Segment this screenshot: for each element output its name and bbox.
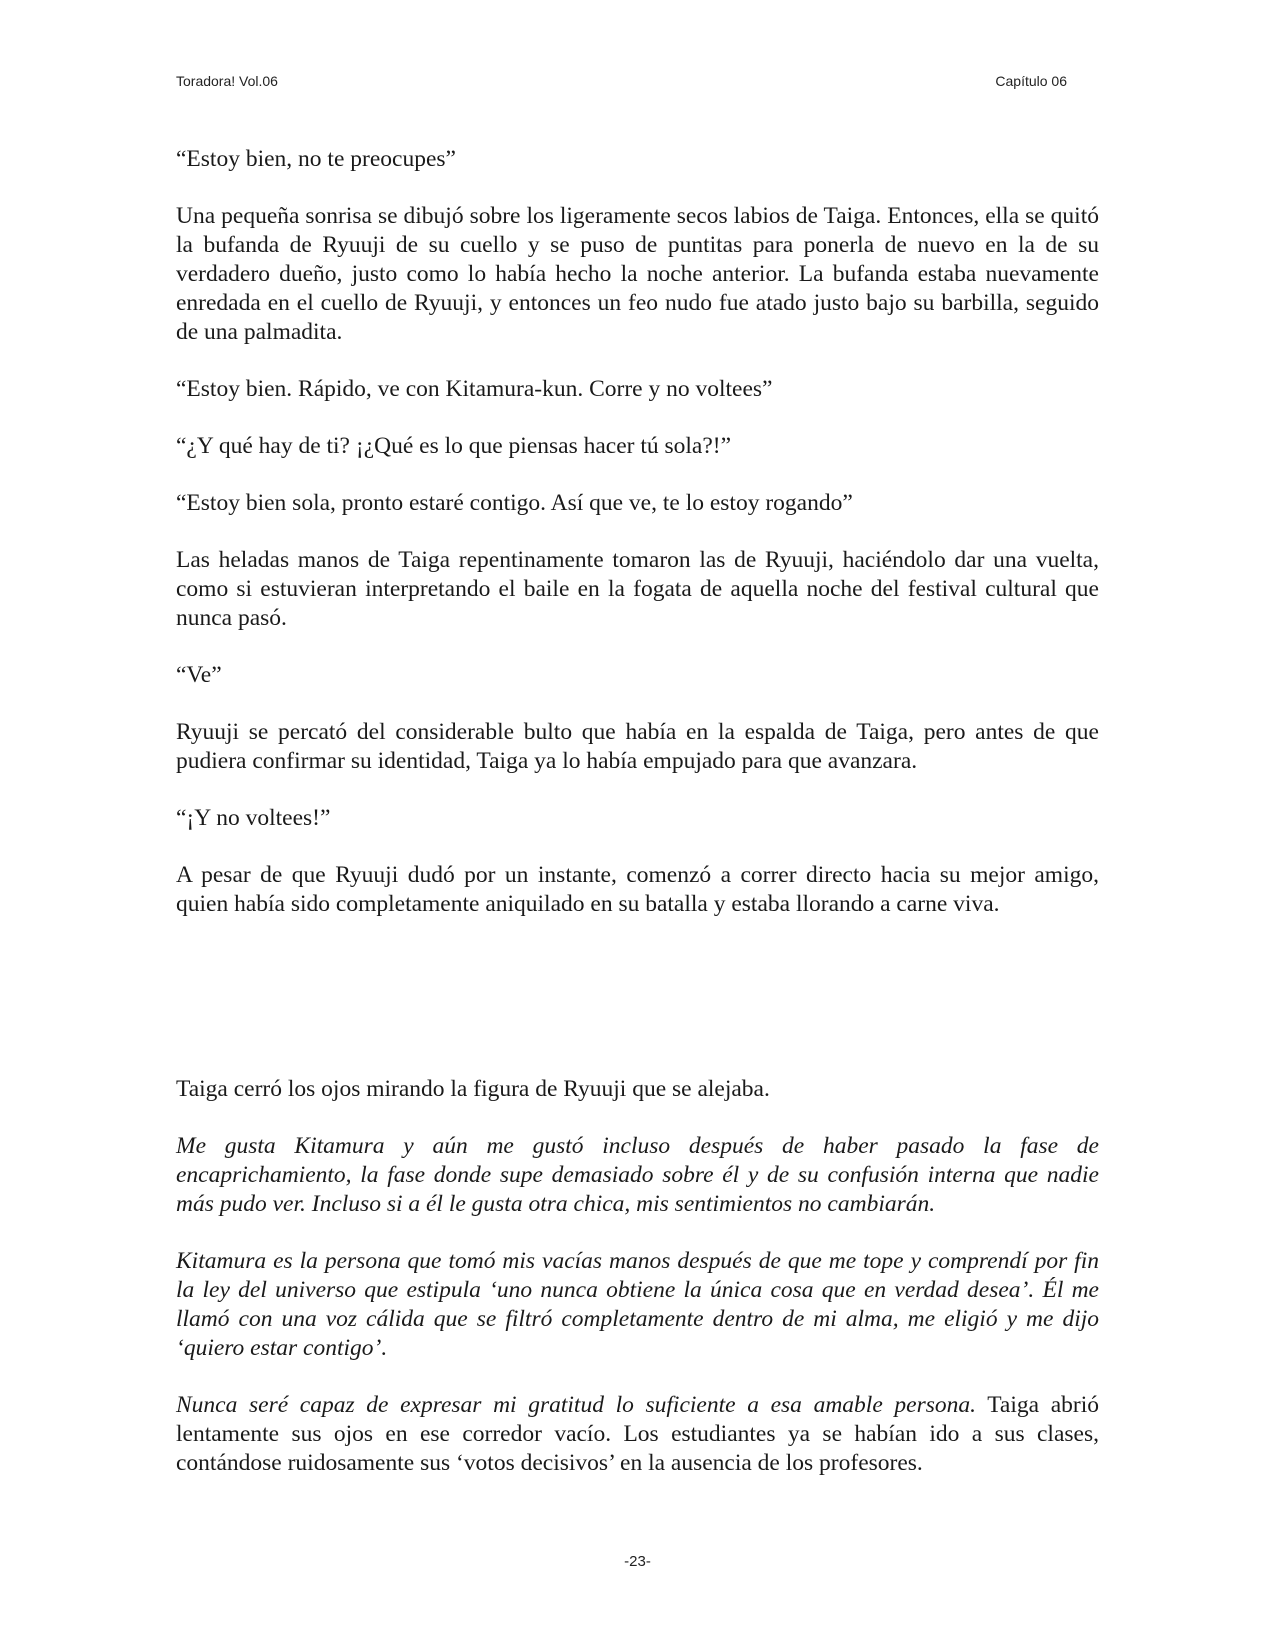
paragraph-2: Una pequeña sonrisa se dibujó sobre los ligeramente secos labios de Taiga. Entonces, ella se quitó la bufanda de Ryuuji de su cuello y se puso de puntitas para ponerla de nuevo en la de su verdadero dueño, justo como lo había hecho la noche anterior. La bufanda estaba nuevamente enredada en el cuello de Ryuuji, y entonces un feo nudo fue atado justo bajo su barbilla, seguido de una palmadita. <box>176 203 1099 345</box>
paragraph-3: “Estoy bien. Rápido, ve con Kitamura-kun. Corre y no voltees” <box>176 376 773 402</box>
scene-break <box>176 947 1099 1075</box>
paragraph-4: “¿Y qué hay de ti? ¡¿Qué es lo que piensas hacer tú sola?!” <box>176 433 732 459</box>
page-header <box>176 73 1067 95</box>
paragraph-12: Me gusta Kitamura y aún me gustó incluso después de haber pasado la fase de encaprichamiento, la fase donde supe demasiado sobre él y de su confusión interna que nadie más pudo ver. Incluso si a él le gusta otra chica, mis sentimientos no cambiarán. <box>176 1133 1099 1217</box>
paragraph-8: Ryuuji se percató del considerable bulto que había en la espalda de Taiga, pero antes de que pudiera confirmar su identidad, Taiga ya lo había empujado para que avanzara. <box>176 719 1099 774</box>
page-number: -23- <box>624 1553 651 1570</box>
paragraph-9: “¡Y no voltees!” <box>176 805 331 831</box>
paragraph-5: “Estoy bien sola, pronto estaré contigo. Así que ve, te lo estoy rogando” <box>176 490 853 516</box>
paragraph-1: “Estoy bien, no te preocupes” <box>176 146 456 172</box>
paragraph-13: Kitamura es la persona que tomó mis vacías manos después de que me tope y comprendí por fin la ley del universo que estipula ‘uno nunca obtiene la única cosa que en verdad desea’. Él me llamó con una voz cálida que se filtró completamente dentro de mi alma, me eligió y me dijo ‘quiero estar contigo’. <box>176 1248 1099 1361</box>
paragraph-7: “Ve” <box>176 662 222 688</box>
page-body <box>176 145 1099 1506</box>
chapter-title: Capítulo 06 <box>995 73 1067 89</box>
paragraph-14-rest: Taiga abrió lentamente sus ojos en ese corredor vacío. Los estudiantes ya se habían ido a sus clases, contándose ruidosamente sus ‘votos decisivos’ en la ausencia de los profesores. <box>176 1392 1099 1476</box>
paragraph-14-italic: Nunca seré capaz de expresar mi gratitud lo suficiente a esa amable persona. <box>176 1392 976 1418</box>
paragraph-6: Las heladas manos de Taiga repentinamente tomaron las de Ryuuji, haciéndolo dar una vuelta, como si estuvieran interpretando el baile en la fogata de aquella noche del festival cultural que nunca pasó. <box>176 547 1099 631</box>
paragraph-11: Taiga cerró los ojos mirando la figura de Ryuuji que se alejaba. <box>176 1076 770 1102</box>
paragraph-14 <box>176 1391 1099 1478</box>
book-title: Toradora! Vol.06 <box>176 73 278 89</box>
paragraph-10: A pesar de que Ryuuji dudó por un instante, comenzó a correr directo hacia su mejor amigo, quien había sido completamente aniquilado en su batalla y estaba llorando a carne viva. <box>176 862 1099 917</box>
